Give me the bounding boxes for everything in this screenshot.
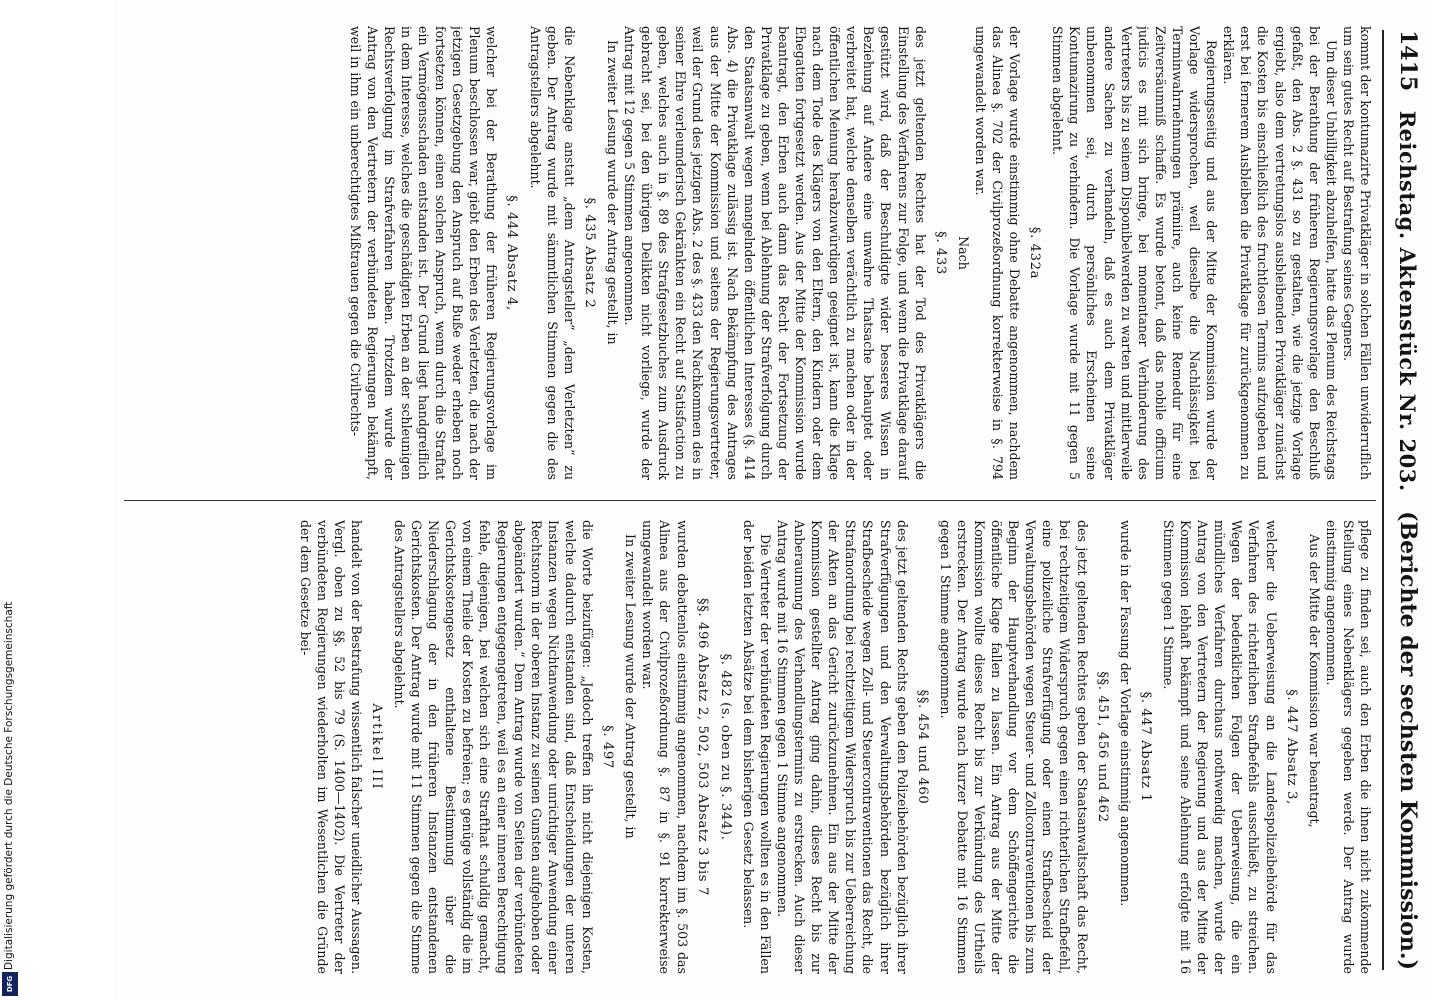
dfg-logo-icon: DFG — [2, 972, 18, 996]
page-header — [1386, 30, 1430, 970]
paragraph: des jetzt geltenden Rechts geben den Polizeibehörden bezüglich ihrer Strafverfügungen und den Verwaltungsbehörden bezüglich ihrer Strafbescheide wegen Zoll- und Steuercontraventionen das Recht, die Strafanordnung bei rechtzeitigem Widerspruch bis zur Ueberreichung der Akten an das Gericht zurückzunehmen. Ein aus der Mitte der Kommission gestellter Antrag ging dahin, dieses Recht bis zur Anberaumung des Verhandlungstermins zu erstrecken. Auch dieser Antrag wurde mit 16 Stimmen gegen 1 Stimme angenommen. — [775, 520, 910, 974]
paragraph: pflege zu finden sei, auch den Erben die ihnen nicht zukommende Stellung eines Nebenklägers gegeben werde. Der Antrag wurde einstimmig angenommen. — [1323, 520, 1373, 974]
paragraph: wurden debattenlos einstimmig angenommen, nachdem im §. 503 das Alinea aus der Civilprozeßordnung §. 87 in §. 91 korrekterweise umgewandelt worden war. — [640, 520, 690, 974]
section-heading: §§. 496 Absatz 2, 502, 503 Absatz 3 bis 7 — [694, 598, 710, 896]
running-title: Reichstag. Aktenstück Nr. 203. — [1395, 110, 1421, 492]
section-title: (Berichte der sechsten Kommission.) — [1395, 511, 1421, 970]
paragraph: handelt von der Bestrafung wissentlich falscher uneidlicher Aussagen. Vergl. oben zu §§. 52 bis 79 (S. 1400—1402). Die Vertreter der verbündeten Regierungen wiederholten im Wesentlichen die Gründe der dem Gesetze bei- — [297, 520, 364, 974]
section-heading: §. 482 (s. oben zu §. 344). — [717, 653, 733, 841]
document-page — [114, 0, 1434, 1000]
paragraph: des jetzt geltenden Rechtes hat der Tod des Privatklägers die Einstellung des Verfahrens zur Folge, und wenn die Privatklage darauf gestützt wird, daß der Beschuldigte wider besseres Wissen in Beziehung auf Andere eine unwahre Thatsache behauptet oder verbreitet hat, welche denselben verächtlich zu machen oder in der öffentlichen Meinung herabzuwürdigen geeignet ist, kann die Klage nach dem Tode des Klägers von den Eltern, den Kindern oder dem Ehegatten fortgesetzt werden. Aus der Mitte der Kommission wurde beantragt, den Erben auch dann das Recht der Fortsetzung der Privatklage zu geben, wenn bei Ablehnung der Strafverfolgung durch den Staatsanwalt wegen mangelnden öffentlichen Interesses (§. 414 Abs. 4) die Privatklage zulässig ist. Nach Bekämpfung des Antrages aus der Mitte der Kommission und seitens der Regierungsvertreter, weil der Grund des jetzigen Abs. 2 des §. 433 den Nachkommen des in seiner Ehre verleumderisch Gekränkten ein Recht auf Satisfaction zu geben, welches auch in §. 89 des Strafgesetzbuches zum Ausdruck gebracht sei, bei den übrigen Delikten nicht vorliege, wurde der Antrag mit 12 gegen 5 Stimmen angenommen. — [622, 26, 928, 480]
digitization-credit — [0, 0, 20, 1000]
paragraph: die Nebenklage anstatt „dem Antragsteller“ „dem Verletzten“ zu geben. Der Antrag wurde mit sämmtlichen Stimmen gegen die des Antragstellers abgelehnt. — [527, 26, 577, 480]
section-heading: §. 444 Absatz 4, — [504, 195, 520, 311]
paragraph: Regierungsseitig und aus der Mitte der Kommission wurde der Vorlage widersprochen, weil dieselbe die Nachlässigkeit bei Terminwahrnehmungen prämiire, auch keine Remedur für eine Zeitversäumniß schaffe. Es wurde betont, daß das nobile officium judicis es mit sich bringe, bei momentaner Verhinderung des Vertreters bis zu seinem Disponibelwerden zu warten und mittlerweile andere Sachen zu verhandeln, daß es auch dem Privatkläger unbenommen sei, durch persönliches Erscheinen seine Kontumazirung zu verhindern. Die Vorlage wurde mit 11 gegen 5 Stimmen abgelehnt. — [1050, 26, 1220, 480]
section-heading: §. 432a — [1027, 226, 1043, 280]
paragraph: des jetzt geltenden Rechtes geben der Staatsanwaltschaft das Recht, bei rechtzeitigem Widerspruch gegen einen richterlichen Strafbefehl, eine polizeiliche Strafverfügung oder einen Strafbescheid der Verwaltungsbehörden wegen Steuer- und Zollcontraventionen bis zum Beginn der Hauptverhandlung vor dem Schöffengerichte die öffentliche Klage fallen zu lassen. Ein Antrag aus der Mitte der Kommission wollte dieses Recht bis zur Verkündung des Urtheils erstrecken. Der Antrag wurde nach kurzer Debatte mit 16 Stimmen gegen 1 Stimme angenommen. — [937, 520, 1090, 974]
paragraph: der Vorlage wurde einstimmig ohne Debatte angenommen, nachdem das Alinea §. 702 der Civilprozeßordnung korrekterweise in §. 794 umgewandelt worden war. — [972, 26, 1023, 480]
paragraph: Die Vertreter der verbündeten Regierungen wollten es in den Fällen der beiden letzten Absätze bei dem bisherigen Gesetz belassen. — [740, 520, 773, 974]
paragraph: kommt der kontumazirte Privatkläger in solchen Fällen unwiderruflich um sein gutes Recht auf Bestrafung seines Gegners. — [1340, 26, 1373, 480]
paragraph: In zweiter Lesung wurde der Antrag gestellt, in — [623, 534, 639, 839]
right-column — [128, 520, 1374, 974]
catchword: Nach — [955, 236, 971, 270]
section-heading: §. 435 Absatz 2 — [581, 197, 597, 309]
section-heading: §§. 454 und 460 — [914, 689, 930, 805]
page-number: 1415 — [1395, 30, 1421, 92]
section-heading: §§. 451, 456 und 462 — [1094, 671, 1110, 823]
paragraph: welcher die Ueberweisung an die Landespolizeibehörde für das Verfahren des richterlichen Strafbefehls ausschließt, zu streichen. Wegen der bedenklichen Folgen der Ueberweisung, die ein mündliches Verfahren durchaus nothwendig machen, wurde der Antrag von den Vertretern der Regierung und aus der Mitte der Kommission lebhaft bekämpft und seine Ablehnung erfolgte mit 16 Stimmen gegen 1 Stimme. — [1160, 520, 1279, 974]
section-heading: §. 447 Absatz 1 — [1137, 691, 1153, 803]
left-column — [128, 26, 1374, 480]
paragraph: Um dieser Unbilligkeit abzuhelfen, hatte das Plenum des Reichstags bei der Berathung der früheren Regierungsvorlage den Beschluß gefaßt, den Abs. 2 §. 431 so zu gestalten, wie die jetzige Vorlage ergiebt, also dem vertretungslos ausbleibenden Privatkläger zunächst die Kosten bis einschließlich des fruchtlosen Termins aufzugeben und erst bei fernerem Ausbleiben die Privatklage für zurückgenommen zu erklären. — [1221, 26, 1339, 480]
paragraph: wurde in der Fassung der Vorlage einstimmig angenommen. — [1117, 520, 1133, 907]
section-heading: §. 433 — [932, 231, 948, 275]
section-heading: §. 497 — [600, 725, 616, 769]
paragraph: die Worte beizufügen: „Jedoch treffen ihn nicht diejenigen Kosten, welche dadurch entstanden sind, daß Entscheidungen der unteren Instanzen wegen Nichtanwendung oder unrichtiger Anwendung einer Rechtsnorm in der oberen Instanz zu seinen Gunsten aufgehoben oder abgeändert wurden.“ Dem Antrag wurde von Seiten der verbündeten Regierungen entgegengetreten, weil es an einer inneren Berechtigung fehle, diejenigen, bei welchen sich eine Strafthat schuldig gemacht, von einem Theile der Kosten zu befreien; es genüge vollständig die im Gerichtskostengesetz enthaltene Bestimmung über die Niederschlagung der in den früheren Instanzen entstandenen Gerichtskosten. Der Antrag wurde mit 11 Stimmen gegen die Stimme des Antragstellers abgelehnt. — [392, 520, 596, 974]
paragraph: Aus der Mitte der Kommission war beantragt, — [1306, 534, 1322, 828]
paragraph: In zweiter Lesung wurde der Antrag gestellt, in — [604, 40, 620, 345]
column-divider — [124, 500, 1376, 501]
paragraph: welcher bei der Berathung der früheren Regierungsvorlage im Plenum beschlossen war, giebt den Erben des Verletzten, die nach der jetzigen Gesetzgebung den Anspruch auf Buße weder erheben noch fortsetzen können, einen solchen Anspruch, wenn durch die Straftat ein Vermögensschaden entstanden ist. Der Grund liegt handgreiflich in dem Interesse, welches die geschädigten Erben an der schleunigen Rechtsverfolgung im Strafverfahren haben. Trotzdem wurde der Antrag von den Vertretern der verbündeten Regierungen bekämpft, weil in ihm ein unberechtigtes Mißtrauen gegen die Civilrechts- — [347, 26, 500, 480]
section-heading: Artikel III — [368, 703, 384, 791]
credit-text: Digitalisierung gefördert durch die Deutsche Forschungsgemeinschaft — [3, 601, 15, 970]
section-heading: §. 447 Absatz 3, — [1283, 689, 1299, 805]
header-rule — [1382, 30, 1384, 970]
